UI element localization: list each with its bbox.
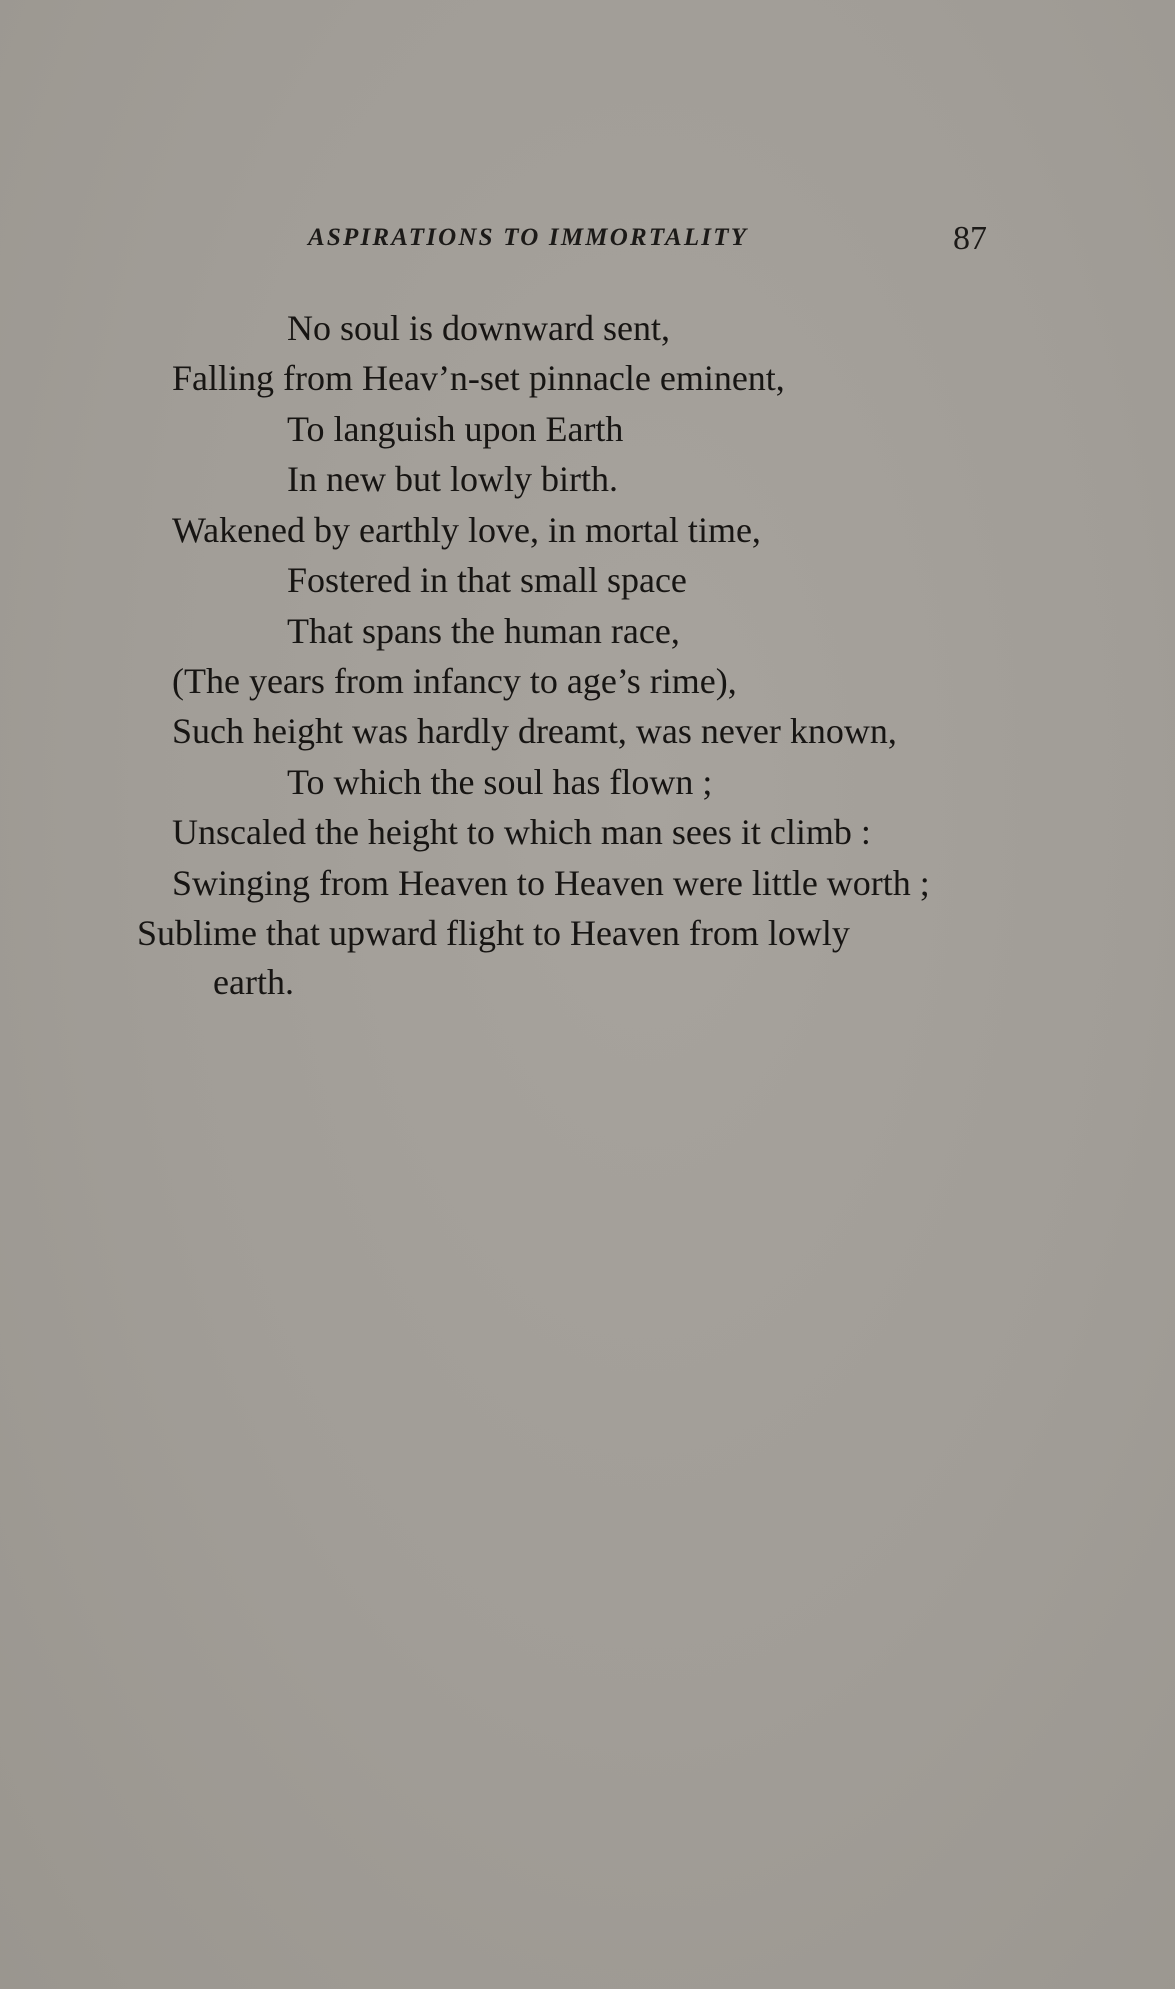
poem-line: Wakened by earthly love, in mortal time, [172, 510, 761, 550]
poem-line: In new but lowly birth. [287, 459, 618, 499]
poem-line: Falling from Heav’n-set pinnacle eminent, [172, 358, 785, 398]
page-number: 87 [953, 220, 987, 257]
poem-line: To languish upon Earth [287, 409, 624, 449]
poem-line: earth. [213, 962, 294, 1002]
poem-line: (The years from infancy to age’s rime), [172, 661, 737, 701]
poem-line: To which the soul has flown ; [287, 762, 713, 802]
poem-line: Fostered in that small space [287, 560, 687, 600]
poem-line: Sublime that upward flight to Heaven from lowly [137, 913, 850, 953]
poem-line: Unscaled the height to which man sees it climb : [172, 812, 871, 852]
poem-line: No soul is downward sent, [287, 308, 670, 348]
poem-line: Swinging from Heaven to Heaven were little worth ; [172, 863, 930, 903]
poem-line: Such height was hardly dreamt, was never known, [172, 711, 897, 751]
poem-line: That spans the human race, [287, 611, 680, 651]
running-title: ASPIRATIONS TO IMMORTALITY [308, 224, 749, 251]
